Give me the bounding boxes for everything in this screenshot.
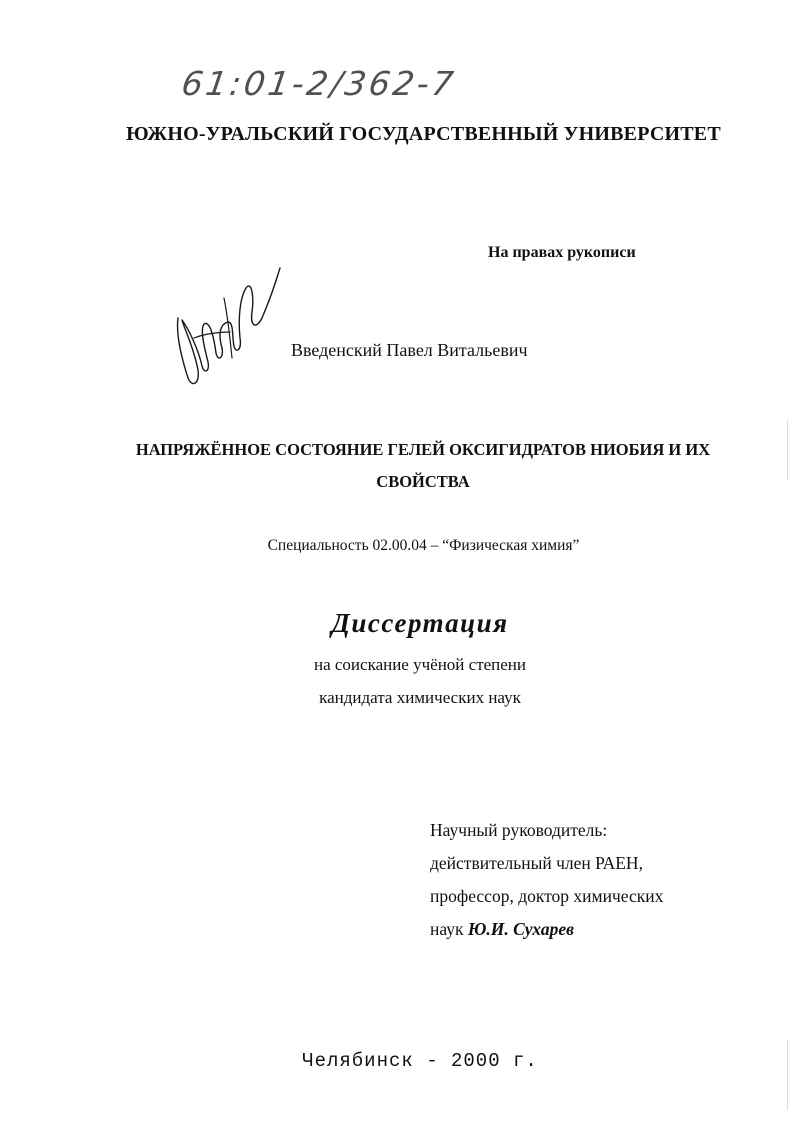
advisor-degree-suffix: наук [430,919,464,939]
advisor-name: Ю.И. Сухарев [467,919,574,939]
degree-line-1: на соискание учёной степени [313,655,527,674]
degree-line-2: кандидата химических наук [319,688,521,707]
manuscript-rights-note: На правах рукописи [488,244,636,261]
scan-edge-mark [787,1040,788,1110]
handwritten-catalog-number: 61:01-2/362-7 [179,64,459,103]
specialty-line: Специальность 02.00.04 – “Физическая химия” [267,537,580,554]
advisor-line-4 [430,919,574,940]
advisor-line-3: профессор, доктор химических [430,886,664,906]
university-name: ЮЖНО-УРАЛЬСКИЙ ГОСУДАРСТВЕННЫЙ УНИВЕРСИТЕТ [126,123,721,145]
city-year: Челябинск - 2000 г. [302,1050,538,1072]
advisor-line-1: Научный руководитель: [430,820,608,840]
dissertation-title [100,434,746,498]
author-signature [158,258,288,393]
scan-edge-mark [787,420,788,480]
advisor-line-2: действительный член РАЕН, [430,853,643,873]
author-name: Введенский Павел Витальевич [291,340,528,360]
title-line-2: СВОЙСТВА [376,472,470,491]
dissertation-heading: Диссертация [331,608,509,638]
title-line-1: НАПРЯЖЁННОЕ СОСТОЯНИЕ ГЕЛЕЙ ОКСИГИДРАТОВ НИОБИЯ И ИХ [135,440,711,459]
